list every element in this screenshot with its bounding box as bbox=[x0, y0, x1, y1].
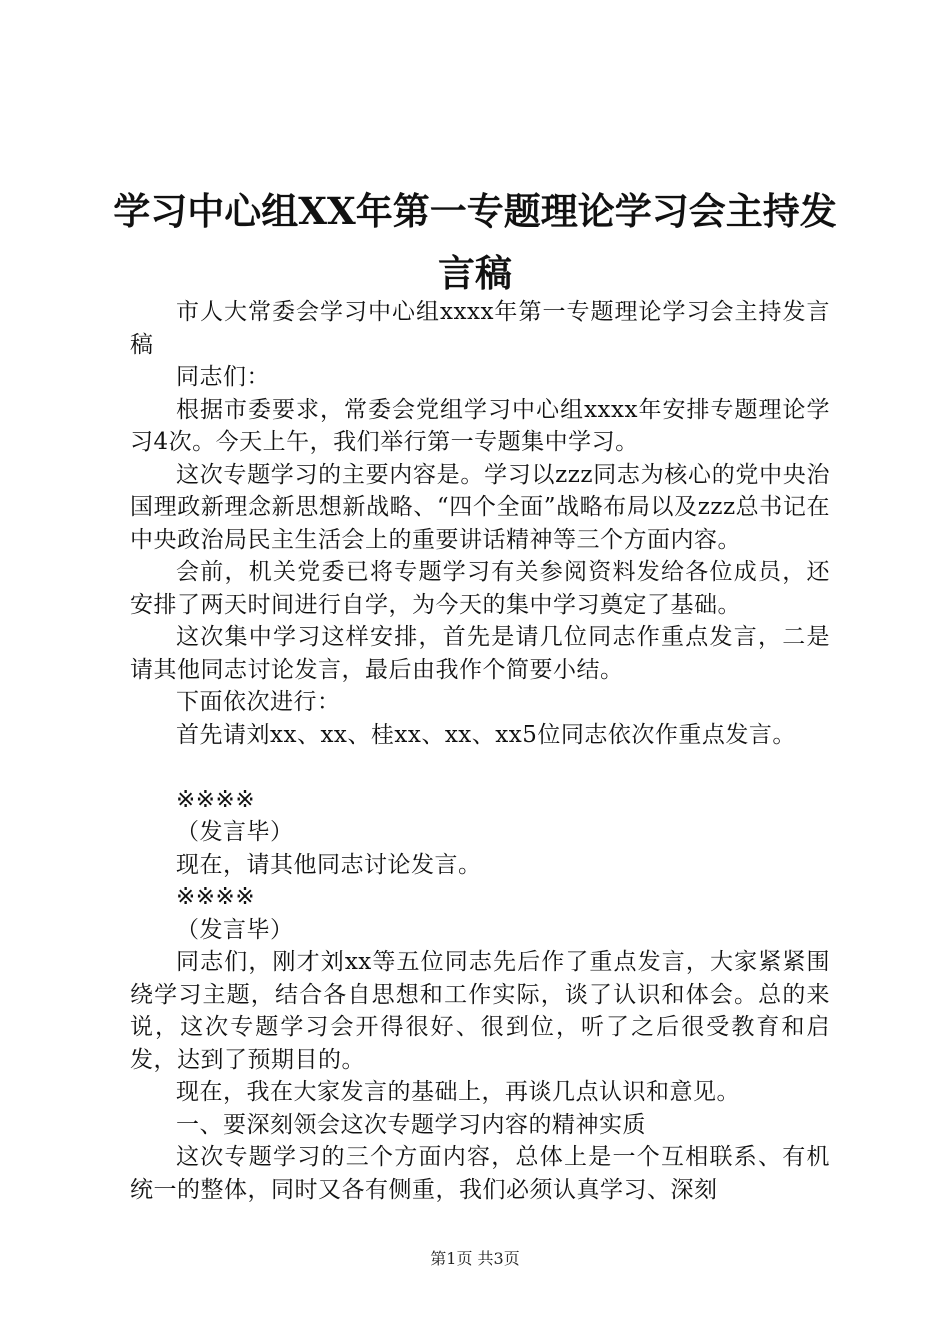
paragraph: 这次专题学习的主要内容是。学习以zzz同志为核心的党中央治国理政新理念新思想新战略、“四个全面”战略布局以及zzz总书记在中央政治局民主生活会上的重要讲话精神等三个方面内容。 bbox=[130, 461, 830, 553]
paragraph: （发言毕） bbox=[176, 916, 294, 943]
paragraph: 同志们： bbox=[176, 364, 270, 390]
paragraph: 首先请刘xx、xx、桂xx、xx、xx5位同志依次作重点发言。 bbox=[176, 721, 796, 748]
document-title: 学习中心组XX年第一专题理论学习会主持发言稿 bbox=[113, 189, 837, 295]
section-heading: 一、要深刻领会这次专题学习内容的精神实质 bbox=[176, 1111, 646, 1138]
paragraph: ※※※※ bbox=[176, 884, 256, 910]
paragraph: 这次专题学习的三个方面内容，总体上是一个互相联系、有机统一的整体，同时又各有侧重，我们必须认真学习、深刻 bbox=[130, 1144, 830, 1203]
paragraph: 会前，机关党委已将专题学习有关参阅资料发给各位成员，还安排了两天时间进行自学，为今天的集中学习奠定了基础。 bbox=[130, 559, 830, 618]
paragraph: 同志们，刚才刘xx等五位同志先后作了重点发言，大家紧紧围绕学习主题，结合各自思想和工作实际，谈了认识和体会。总的来说，这次专题学习会开得很好、很到位，听了之后很受教育和启发，达到了预期目的。 bbox=[130, 949, 830, 1073]
paragraph: 根据市委要求，常委会党组学习中心组xxxx年安排专题理论学习4次。今天上午，我们举行第一专题集中学习。 bbox=[130, 396, 830, 455]
document-body bbox=[130, 296, 830, 1206]
page-footer: 第1页 共3页 bbox=[430, 1249, 520, 1268]
blank-line bbox=[130, 751, 830, 784]
paragraph: 这次集中学习这样安排，首先是请几位同志作重点发言，二是请其他同志讨论发言，最后由我作个简要小结。 bbox=[130, 624, 830, 683]
paragraph: 现在，我在大家发言的基础上，再谈几点认识和意见。 bbox=[176, 1079, 740, 1105]
paragraph: 现在，请其他同志讨论发言。 bbox=[176, 851, 482, 878]
paragraph: ※※※※ bbox=[176, 786, 256, 813]
paragraph: 市人大常委会学习中心组xxxx年第一专题理论学习会主持发言稿 bbox=[130, 299, 830, 358]
paragraph: （发言毕） bbox=[176, 819, 294, 845]
paragraph: 下面依次进行： bbox=[176, 689, 341, 715]
